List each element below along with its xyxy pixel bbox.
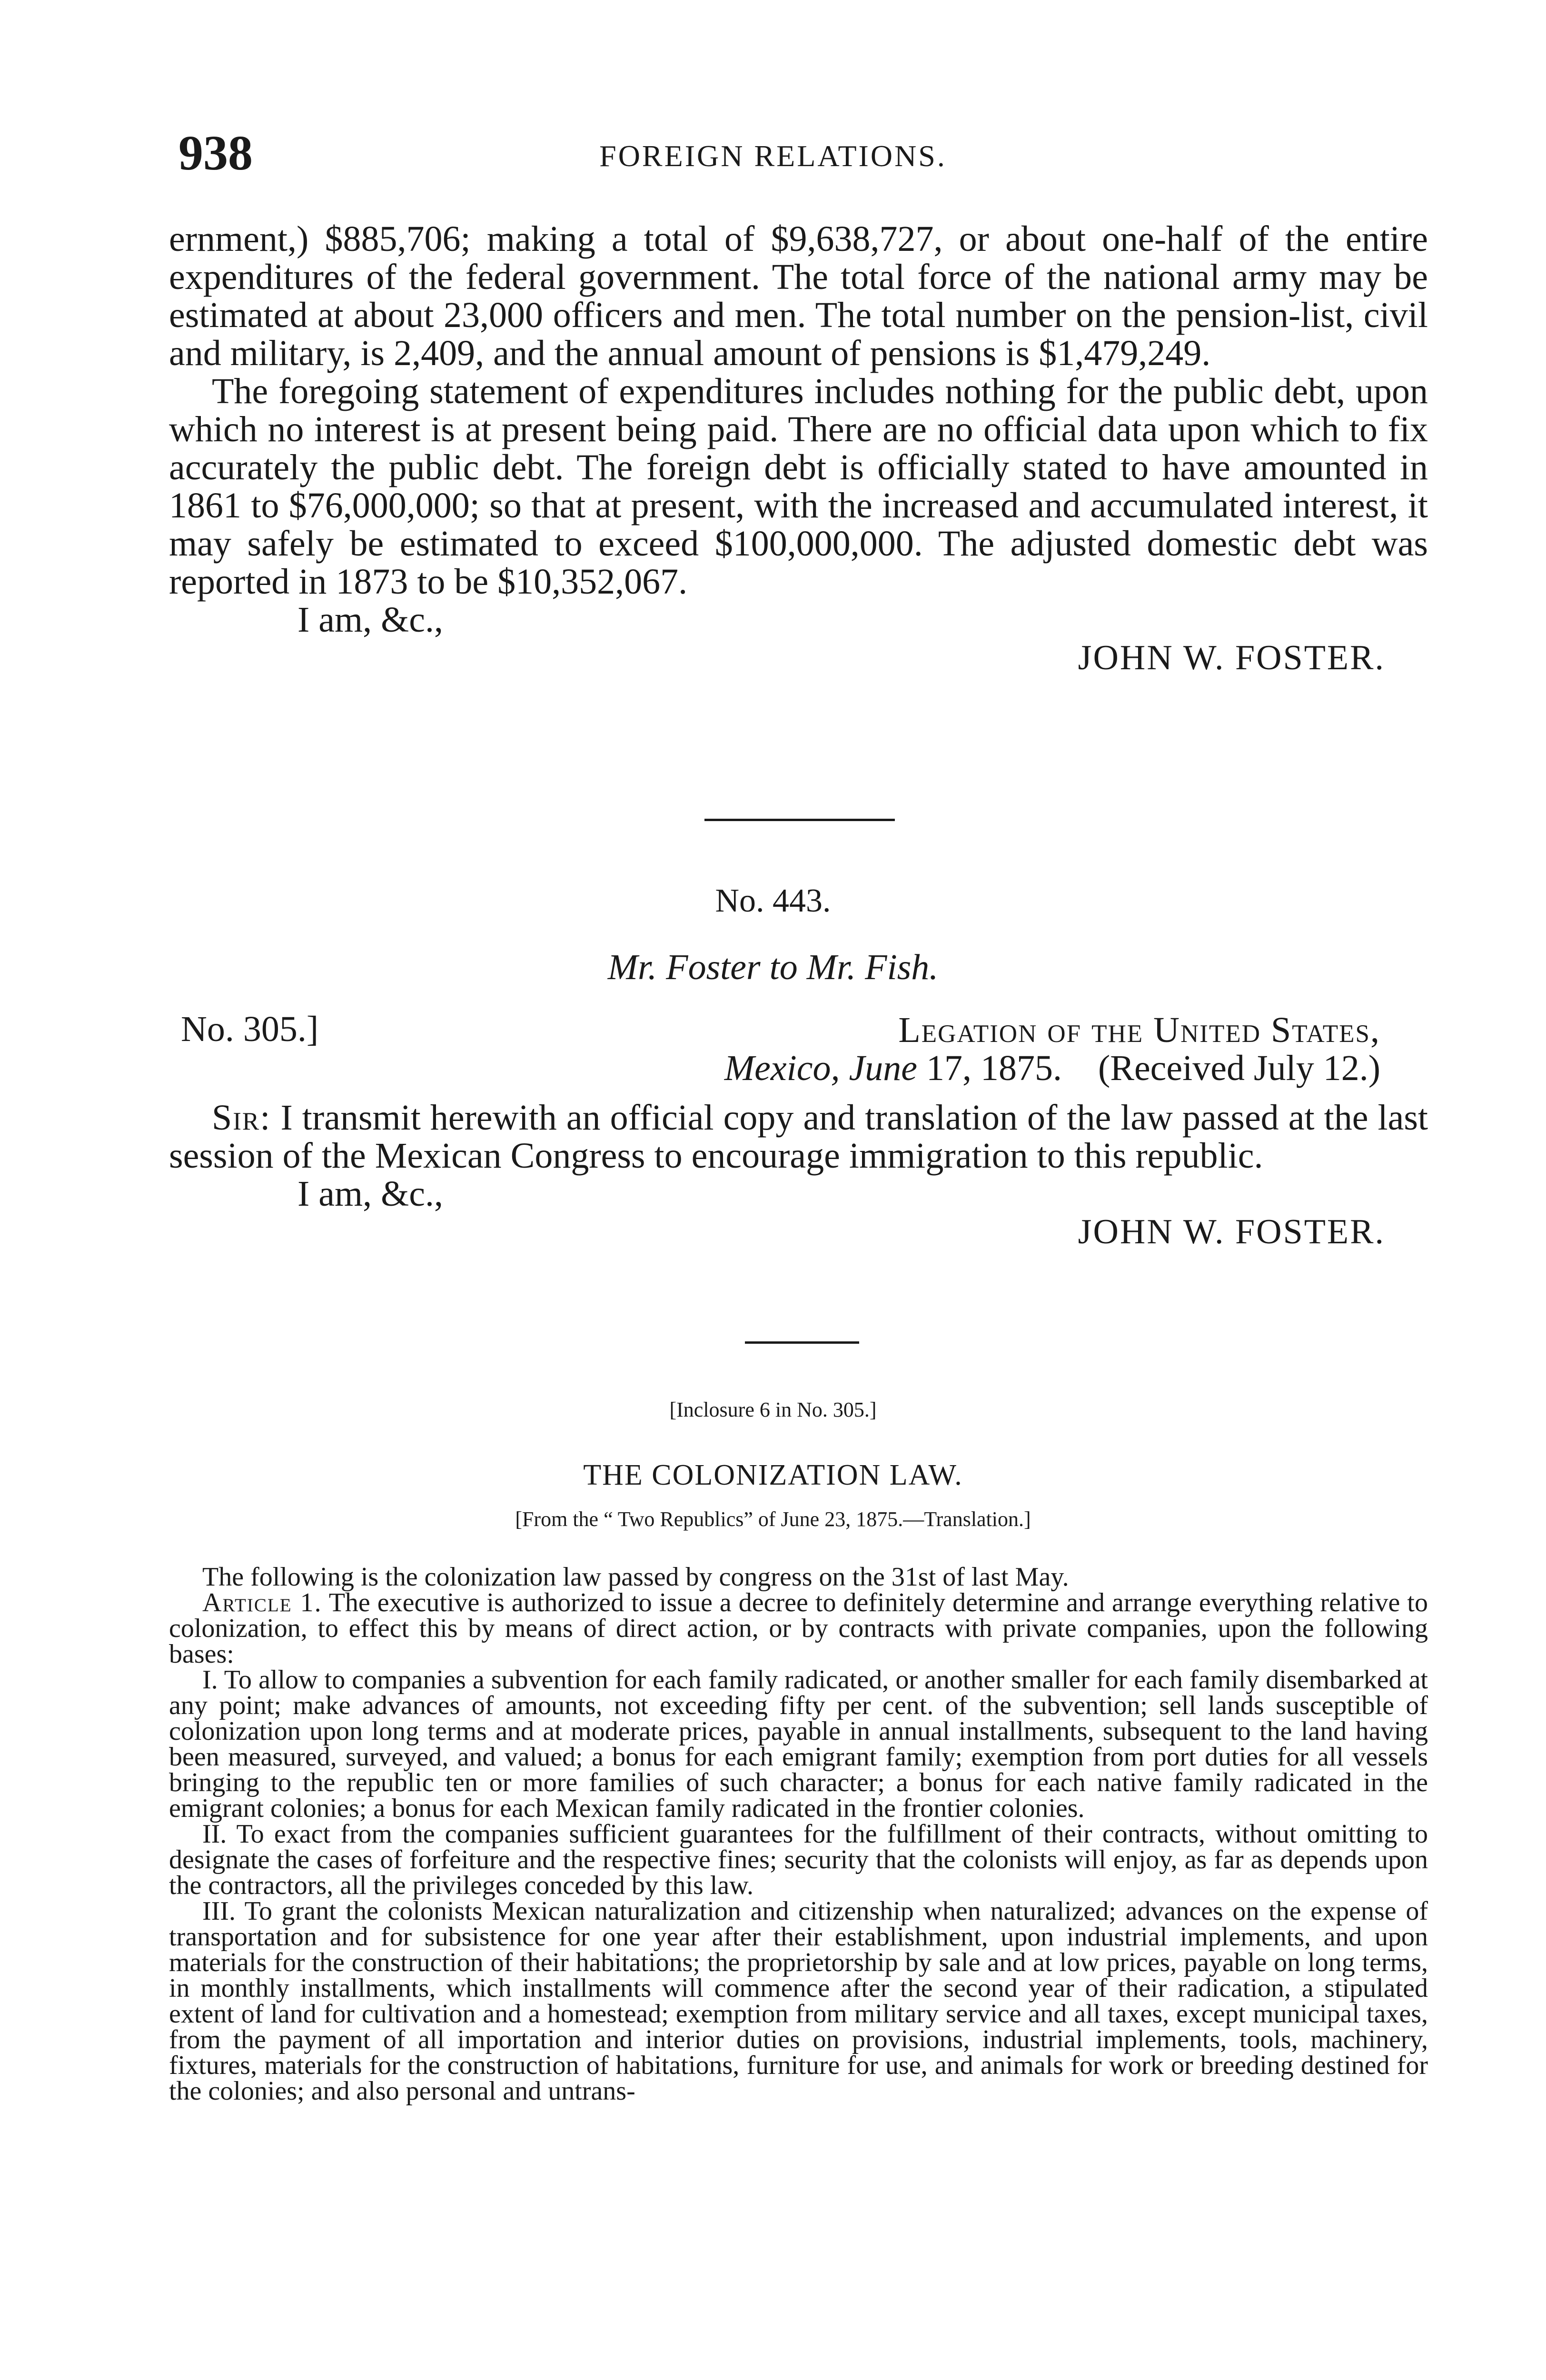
date-line: [628, 1049, 1380, 1087]
clause-2: II. To exact from the companies sufficient guarantees for the fulfillment of their contracts, without omitting to designate the cases of forfeiture and the respective fines; security that the colonists will enjoy, as far as depends upon the contractors, all the privileges conceded by this law.: [169, 1819, 1428, 1900]
legation-line: Legation of the United States,: [898, 1010, 1380, 1050]
colonization-law-text: [169, 1564, 1428, 2104]
letter-paragraph: [169, 1099, 1428, 1175]
date-rest: 17, 1875.: [926, 1048, 1062, 1088]
law-intro: The following is the colonization law passed by congress on the 31st of last May.: [202, 1562, 1069, 1592]
letter-signature: JOHN W. FOSTER.: [1078, 1212, 1385, 1251]
section-title: THE COLONIZATION LAW.: [583, 1459, 963, 1491]
article-1: [169, 1590, 1428, 1667]
section-divider: [704, 819, 895, 821]
clause-1: I. To allow to companies a subvention for each family radicated, or another smaller for each family disembarked at any point; make advances of amounts, not exceeding fifty per cent. of the subvention; sell lands susceptible of colonization upon long terms and at moderate prices, payable in annual installments, subsequent to the land having been measured, surveyed, and valued; a bonus for each emigrant family; exemption from port duties for all vessels bringing to the republic ten or more families of such character; a bonus for each native family radicated in the emigrant colonies; a bonus for each Mexican family radicated in the frontier colonies.: [169, 1665, 1428, 1823]
despatch-number: No. 305.]: [181, 1009, 319, 1049]
salutation: Sir:: [212, 1098, 271, 1138]
enclosure-note: [Inclosure 6 in No. 305.]: [669, 1398, 877, 1421]
paragraph-public-debt: The foregoing statement of expenditures includes nothing for the public debt, upon which no interest is at present being paid. There are no official data upon which to fix accurately the public debt. The foreign debt is officially stated to have amounted in 1861 to $76,000,000; so that at present, with the increased and accumulated interest, it may safely be estimated to exceed $100,000,000. The adjusted domestic debt was reported in 1873 to be $10,352,067.: [169, 371, 1428, 602]
page-number: 938: [178, 126, 253, 180]
letter-divider: [745, 1341, 859, 1344]
received-note: (Received July 12.): [1098, 1048, 1380, 1088]
article-1-text: The executive is authorized to issue a decree to definitely determine and arrange everything relative to colonization, to effect this by means of direct action, or by contracts with private companies, upon the following bases:: [169, 1588, 1428, 1669]
closing-line: I am, &c.,: [297, 600, 444, 640]
signature: JOHN W. FOSTER.: [1078, 638, 1385, 677]
correspondents-line: Mr. Foster to Mr. Fish.: [607, 947, 939, 987]
document-number: No. 443.: [715, 883, 831, 919]
source-note: [From the “ Two Republics” of June 23, 1875.—Translation.]: [515, 1507, 1031, 1531]
letter-closing: I am, &c.,: [297, 1174, 444, 1214]
paragraph-expenditures: ernment,) $885,706; making a total of $9,638,727, or about one-half of the entire expenditures of the federal government. The total force of the national army may be estimated at about 23,000 officers and men. The total number on the pension-list, civil and military, is 2,409, and the annual amount of pensions is $1,479,249.: [169, 219, 1428, 373]
place: Mexico,: [724, 1048, 840, 1088]
letter-text: I transmit herewith an official copy and translation of the law passed at the last session of the Mexican Congress to encourage immigration to this republic.: [169, 1098, 1428, 1176]
letter-body: [169, 1099, 1428, 1251]
sender-address: [628, 1011, 1380, 1087]
date-month: June: [849, 1048, 917, 1088]
article-1-label: Article 1.: [202, 1588, 322, 1617]
running-head: FOREIGN RELATIONS.: [599, 139, 947, 173]
clause-3: III. To grant the colonists Mexican naturalization and citizenship when naturalized; advances on the expense of transportation and for subsistence for one year after their establishment, upon industrial implements, and upon materials for the construction of their habitations; the proprietorship by sale and at low prices, payable on long terms, in monthly installments, which installments will commence after the second year of their radication, a stipulated extent of land for cultivation and a homestead; exemption from military service and all taxes, except municipal taxes, from the payment of all importation and interior duties on provisions, industrial implements, tools, machinery, fixtures, materials for the construction of habitations, furniture for use, and animals for work or breeding destined for the colonies; and also personal and untrans-: [169, 1896, 1428, 2106]
continued-section: [169, 220, 1428, 677]
